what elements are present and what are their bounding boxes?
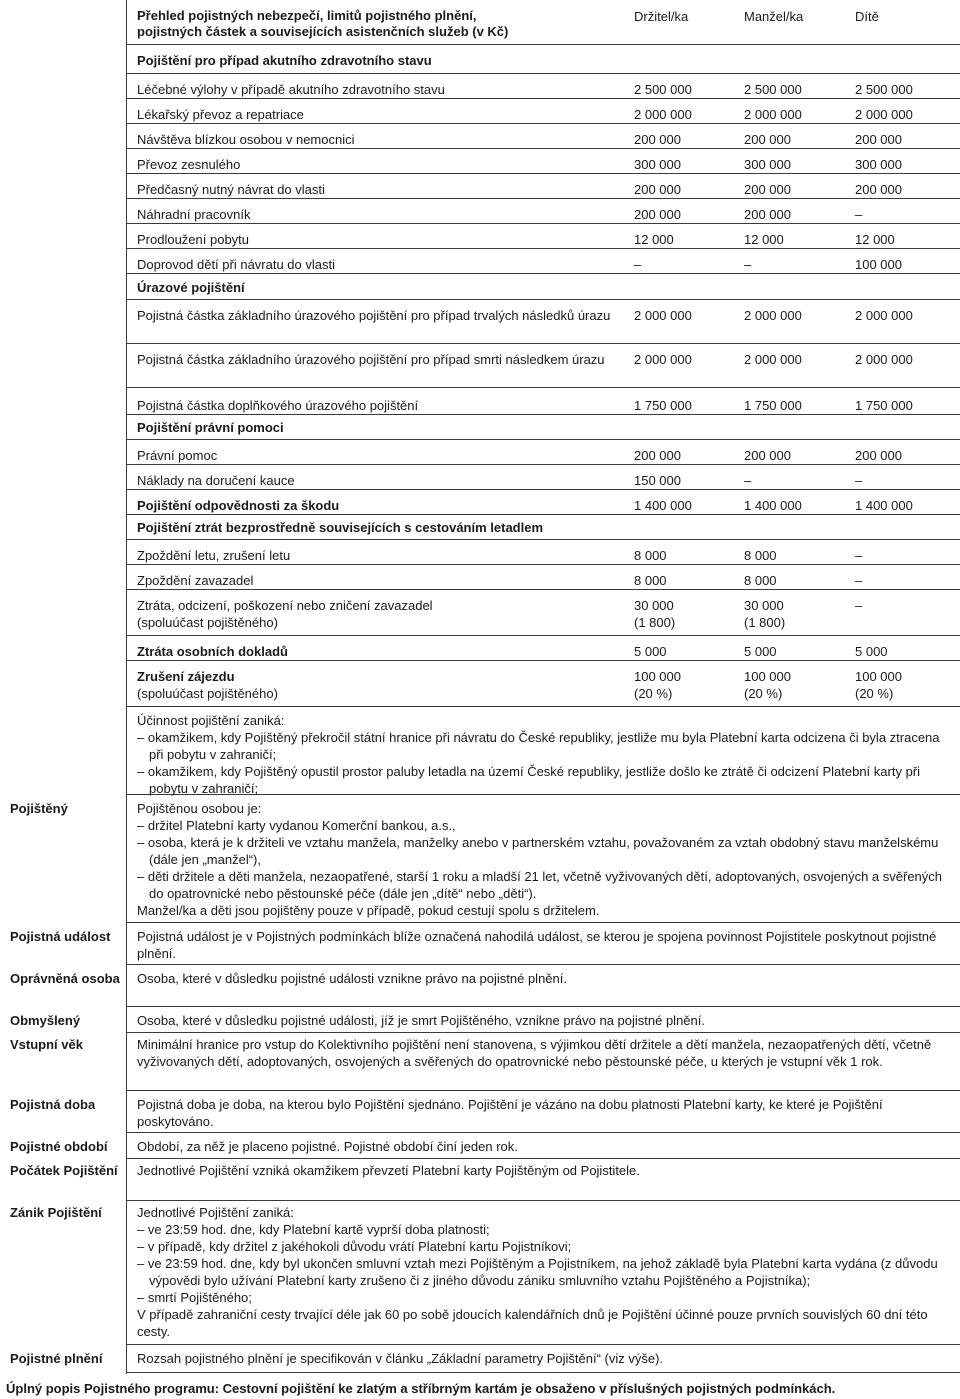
section-flight: Pojištění ztrát bezprostředně souvisejících s cestováním letadlem: [137, 520, 544, 535]
table-row: Náhradní pracovník 200 000 200 000 –: [127, 202, 960, 224]
term-period: Pojistná doba: [10, 1097, 96, 1112]
table-row: Zpoždění letu, zrušení letu 8 000 8 000 –: [127, 543, 960, 565]
def-benefit: Rozsah pojistného plnění je specifikován v článku „Základní parametry Pojištění“ (viz výše).: [127, 1348, 960, 1373]
def-event: Pojistná událost je v Pojistných podmínkách blíže označená nahodilá událost, se kterou je spojena povinnost Pojistitele poskytnout pojistné plnění.: [127, 926, 960, 965]
col-header-spouse: Manžel/ka: [744, 9, 804, 24]
term-entitled: Oprávněná osoba: [10, 971, 120, 986]
table-row: Převoz zesnulého 300 000 300 000 300 000: [127, 152, 960, 174]
section-acute: Pojištění pro případ akutního zdravotního stavu: [137, 53, 432, 68]
def-start: Jednotlivé Pojištění vzniká okamžikem převzetí Platební karty Pojištěným od Pojistitele.: [127, 1160, 960, 1201]
table-row: Ztráta, odcizení, poškození nebo zničení zavazadel (spoluúčast pojištěného) 30 000 (1 800) 30 000 (1 800) –: [127, 593, 960, 636]
term-age: Vstupní věk: [10, 1037, 83, 1052]
table-row: Právní pomoc 200 000 200 000 200 000: [127, 443, 960, 465]
table-row: Zrušení zájezdu (spoluúčast pojištěného) 100 000 (20 %) 100 000 (20 %) 100 000 (20 %): [127, 664, 960, 707]
term-premium: Pojistné období: [10, 1139, 108, 1154]
def-period: Pojistná doba je doba, na kterou bylo Pojištění sjednáno. Pojištění je vázáno na dobu platnosti Platební karty, ke které je Pojištění poskytováno.: [127, 1094, 960, 1133]
def-end: Jednotlivé Pojištění zaniká: – ve 23:59 hod. dne, kdy Platební kartě vyprší doba platnosti; – v případě, kdy držitel z jakéhokoli důvodu vrátí Platební kartu Pojistníkovi; – ve 23:59 hod. dne, kdy byl ukončen smluvní vztah mezi Pojištěným a Pojistníkem, na jehož základě byla Platební karta vydána (z důvodu výpovědi bylo užívání Platební karty zrušeno či z jiného důvodu zániku smluvního vztahu Pojištěného a Pojistníka); – smrtí Pojištěného; V případě zahraniční cesty trvající déle jak 60 po sobě jdoucích kalendářních dnů je Pojištění účinné pouze prvních souvislých 60 dní této cesty.: [127, 1202, 960, 1345]
section-legal: Pojištění právní pomoci: [137, 420, 284, 435]
table-header: [127, 0, 960, 45]
table-row: Léčebné výlohy v případě akutního zdravotního stavu 2 500 000 2 500 000 2 500 000: [127, 77, 960, 99]
title-line-1: Přehled pojistných nebezpečí, limitů pojistného plnění,: [137, 8, 477, 23]
term-insured: Pojištěný: [10, 801, 68, 816]
col-header-holder: Držitel/ka: [634, 9, 689, 24]
table-row: Ztráta osobních dokladů 5 000 5 000 5 000: [127, 639, 960, 661]
table-row: Doprovod dětí při návratu do vlasti – – 100 000: [127, 252, 960, 274]
table-row: Předčasný nutný návrat do vlasti 200 000 200 000 200 000: [127, 177, 960, 199]
table-row: Pojistná částka základního úrazového pojištění pro případ trvalých následků úrazu 2 000 000 2 000 000 2 000 000: [127, 303, 960, 344]
table-row: Prodloužení pobytu 12 000 12 000 12 000: [127, 227, 960, 249]
def-beneficiary: Osoba, které v důsledku pojistné události, jíž je smrt Pojištěného, vznikne právo na pojistné plnění.: [127, 1010, 960, 1033]
effect-block: Účinnost pojištění zaniká: – okamžikem, kdy Pojištěný překročil státní hranice při návratu do České republiky, jestliže mu byla Platební karta odcizena či byla ztracena při pobytu v zahraničí; – okamžikem, kdy Pojištěný opustil prostor paluby letadla na území České republiky, jestliže došlo ke ztrátě či odcizení Platební karty při pobytu v zahraničí;: [127, 710, 960, 795]
def-entitled: Osoba, které v důsledku pojistné události vznikne právo na pojistné plnění.: [127, 968, 960, 1007]
term-event: Pojistná událost: [10, 929, 111, 944]
def-insured: Pojištěnou osobou je: – držitel Platební karty vydanou Komerční bankou, a.s., – osoba, která je k držiteli ve vztahu manžela, manželky anebo v partnerském vztahu, považovaném za vztah obdobný stavu manželskému (dále jen „manžel“), – děti držitele a děti manžela, nezaopatřené, starší 1 roku a mladší 21 let, včetně vyživovaných dětí, adoptovaných, osvojených a svěřených do opatrovnické nebo pěstounské péče (dále jen „dítě“ nebo „děti“). Manžel/ka a děti jsou pojištěny pouze v případě, pokud cestují spolu s držitelem.: [127, 798, 960, 923]
section-injury: Úrazové pojištění: [137, 280, 245, 295]
col-header-child: Dítě: [855, 9, 879, 24]
table-row: Návštěva blízkou osobou v nemocnici 200 000 200 000 200 000: [127, 127, 960, 149]
term-start: Počátek Pojištění: [10, 1163, 118, 1178]
table-row: Pojistná částka doplňkového úrazového pojištění 1 750 000 1 750 000 1 750 000: [127, 393, 960, 415]
def-premium: Období, za něž je placeno pojistné. Pojistné období činí jeden rok.: [127, 1136, 960, 1159]
table-row: Náklady na doručení kauce 150 000 – –: [127, 468, 960, 490]
table-row: Lékařský převoz a repatriace 2 000 000 2 000 000 2 000 000: [127, 102, 960, 124]
footer-note: Úplný popis Pojistného programu: Cestovní pojištění ke zlatým a stříbrným kartám je obsaženo v příslušných pojistných podmínkách.: [6, 1381, 836, 1396]
term-end: Zánik Pojištění: [10, 1205, 102, 1220]
title-line-2: pojistných částek a souvisejících asistenčních služeb (v Kč): [137, 24, 509, 39]
table-row: Pojistná částka základního úrazového pojištění pro případ smrti následkem úrazu 2 000 000 2 000 000 2 000 000: [127, 347, 960, 388]
table-title: [137, 8, 607, 40]
term-benefit: Pojistné plnění: [10, 1351, 103, 1366]
def-age: Minimální hranice pro vstup do Kolektivního pojištění není stanovena, s výjimkou dětí držitele a dětí manžela, nezaopatřených dětí, včetně vyživovaných dětí, adoptovaných, osvojených a svěřených do opatrovnické nebo pěstounské péče, u kterých je vstupní věk 1 rok.: [127, 1034, 960, 1091]
table-row: Zpoždění zavazadel 8 000 8 000 –: [127, 568, 960, 590]
table-row: Pojištění odpovědnosti za škodu 1 400 000 1 400 000 1 400 000: [127, 493, 960, 515]
term-beneficiary: Obmyšlený: [10, 1013, 81, 1028]
